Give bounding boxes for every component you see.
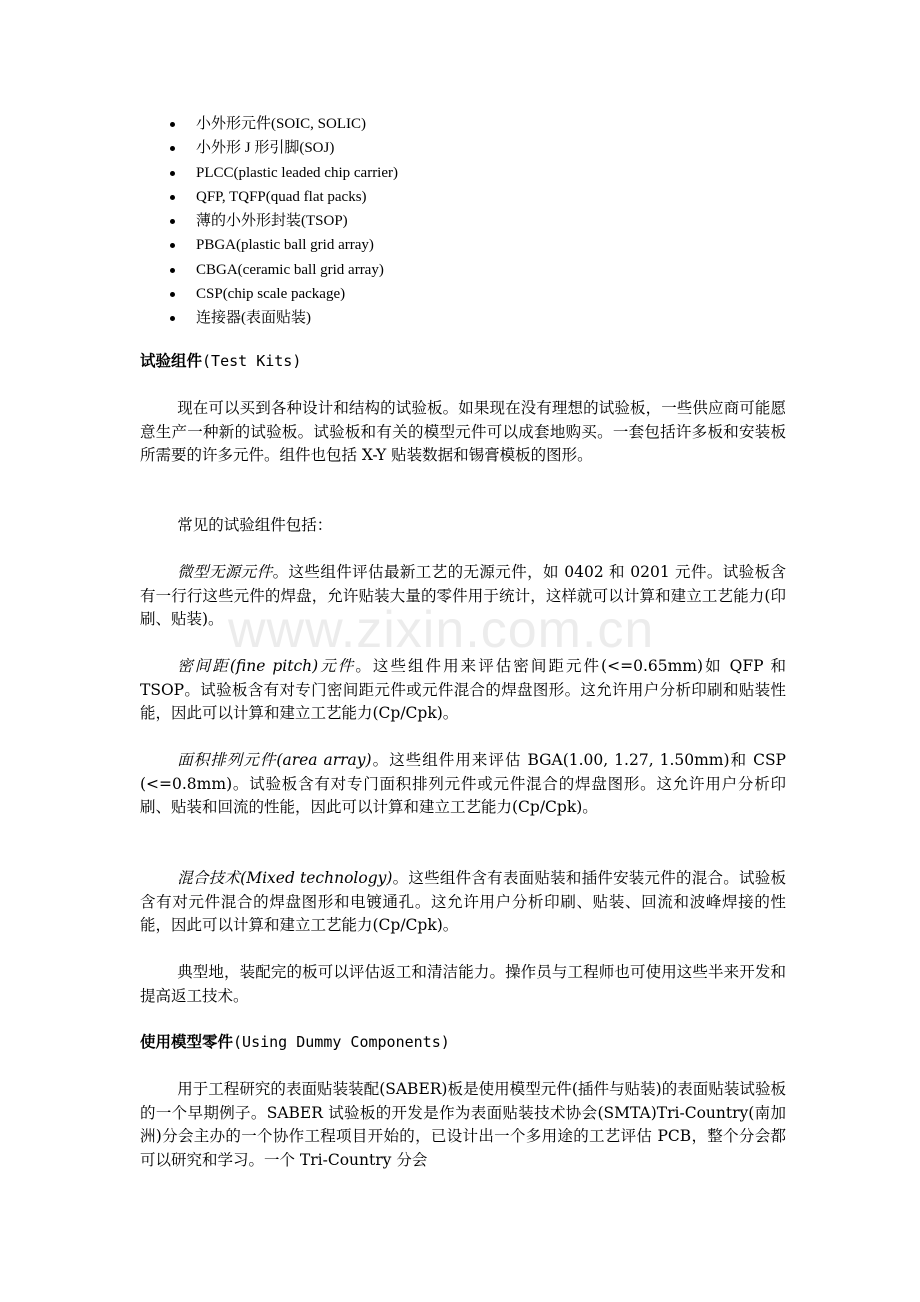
list-item xyxy=(0,233,920,257)
list-item-text: CSP(chip scale package) xyxy=(196,286,346,303)
paragraph-micro-passive xyxy=(140,561,786,632)
list-item-text: 小外形元件(SOIC, SOLIC) xyxy=(196,116,367,132)
watermark-text: www.zixin.com.cn xyxy=(228,601,655,659)
paragraph-intro: 现在可以买到各种设计和结构的试验板。如果现在没有理想的试验板，一些供应商可能愿意生产一种新的试验板。试验板和有关的模型元件可以成套地购买。一套包括许多板和安装板所需要的许多元件。组件也包括 X-Y 贴装数据和锡膏模板的图形。 xyxy=(140,399,786,464)
list-item xyxy=(0,209,920,233)
bullet-icon xyxy=(170,195,175,200)
list-item xyxy=(0,112,920,136)
heading-en: (Using Dummy Components) xyxy=(233,1033,450,1051)
list-item xyxy=(0,282,920,306)
paragraph-area-array xyxy=(140,749,786,820)
list-item xyxy=(0,306,920,330)
bullet-icon xyxy=(170,292,175,297)
paragraph-common-kits: 常见的试验组件包括： xyxy=(177,516,333,534)
paragraph-text: 。这些组件用来评估 BGA(1.00, 1.27, 1.50mm)和 CSP (<=0.8mm)。试验板含有对专门面积排列元件或元件混合的焊盘图形。这允许用户分析印刷、贴装和回流的性能，因此可以计算和建立工艺能力(Cp/Cpk)。 xyxy=(140,751,786,816)
list-item-text: QFP, TQFP(quad flat packs) xyxy=(196,188,367,205)
list-item xyxy=(0,258,920,282)
paragraph-fine-pitch xyxy=(140,655,786,726)
list-item-text: 薄的小外形封装(TSOP) xyxy=(196,213,348,230)
list-item-text: PBGA(plastic ball grid array) xyxy=(196,237,374,254)
heading-cn: 使用模型零件 xyxy=(140,1032,234,1051)
bullet-icon xyxy=(170,171,175,176)
bullet-icon xyxy=(170,122,175,127)
heading-en: (Test Kits) xyxy=(202,352,302,370)
section-heading-test-kits xyxy=(140,350,301,372)
paragraph-rework: 典型地，装配完的板可以评估返工和清洁能力。操作员与工程师也可使用这些半来开发和提高返工技术。 xyxy=(140,963,786,1005)
list-item-text: 小外形 J 形引脚(SOJ) xyxy=(196,140,335,157)
list-item-text: 连接器(表面贴装) xyxy=(196,310,311,327)
list-item xyxy=(0,161,920,185)
bullet-icon xyxy=(170,316,175,321)
paragraph-mixed-technology xyxy=(140,867,786,938)
package-type-list xyxy=(0,112,920,331)
paragraph-text: 。这些组件评估最新工艺的无源元件，如 0402 和 0201 元件。试验板含有一行行这些元件的焊盘，允许贴装大量的零件用于统计，这样就可以计算和建立工艺能力(印刷、贴装)。 xyxy=(140,563,786,628)
list-item-text: PLCC(plastic leaded chip carrier) xyxy=(196,164,399,181)
paragraph-saber: 用于工程研究的表面贴装装配(SABER)板是使用模型元件(插件与贴装)的表面贴装试验板的一个早期例子。SABER 试验板的开发是作为表面贴装技术协会(SMTA)Tri-Country(南加洲)分会主办的一个协作工程项目开始的，已设计出一个多用途的工艺评估 PCB，整个分会都可以研究和学习。一个 Tri-Country 分会 xyxy=(140,1080,786,1169)
list-item xyxy=(0,136,920,160)
term-micro-passive: 微型无源元件 xyxy=(177,563,273,581)
section-heading-dummy-components xyxy=(140,1031,450,1053)
bullet-icon xyxy=(170,219,175,224)
term-area-array: 面积排列元件(area array) xyxy=(177,751,372,769)
bullet-icon xyxy=(170,243,175,248)
heading-cn: 试验组件 xyxy=(140,351,203,370)
term-fine-pitch: 密间距(fine pitch)元件 xyxy=(177,657,356,675)
term-mixed-technology: 混合技术(Mixed technology) xyxy=(177,869,393,887)
list-item-text: CBGA(ceramic ball grid array) xyxy=(196,261,384,278)
bullet-icon xyxy=(170,268,175,273)
paragraph-text: 。这些组件含有表面贴装和插件安装元件的混合。试验板含有对元件混合的焊盘图形和电镀通孔。这允许用户分析印刷、贴装、回流和波峰焊接的性能，因此可以计算和建立工艺能力(Cp/Cpk)。 xyxy=(140,869,786,934)
list-item xyxy=(0,185,920,209)
paragraph-text: 。这些组件用来评估密间距元件(<=0.65mm)如 QFP 和 TSOP。试验板含有对专门密间距元件或元件混合的焊盘图形。这允许用户分析印刷和贴装性能，因此可以计算和建立工艺能力(Cp/Cpk)。 xyxy=(140,657,786,722)
bullet-icon xyxy=(170,146,175,151)
